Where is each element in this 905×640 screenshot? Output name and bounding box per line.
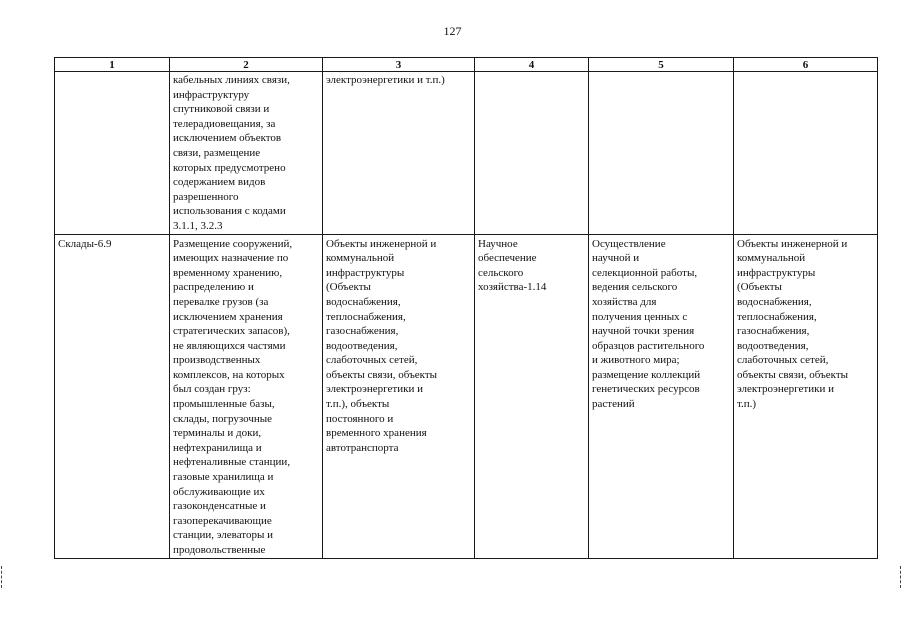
table-cell — [323, 234, 475, 558]
cell-text: Осуществление научной и селекционной работы, ведения сельского хозяйства для получения ценных с научной точки зрения образцов растительного и животного мира; размещение коллекций генетических ресурсов растений — [592, 237, 705, 411]
column-header-1: 1 — [55, 58, 170, 72]
cell-text: Объекты инженерной и коммунальной инфраструктуры (Объекты водоснабжения, теплоснабжения, газоснабжения, водоотведения, слаботочных сетей, объекты связи, объекты электроэнергетики и т.п.) — [737, 237, 849, 411]
column-header-5: 5 — [589, 58, 734, 72]
table-cell — [734, 234, 878, 558]
table-row — [55, 72, 878, 235]
table-row — [55, 234, 878, 558]
column-header-4: 4 — [475, 58, 589, 72]
table-cell — [323, 72, 475, 235]
cell-text: электроэнергетики и т.п.) — [326, 74, 445, 86]
column-header-3: 3 — [323, 58, 475, 72]
table-cell — [170, 72, 323, 235]
table-cell — [589, 72, 734, 235]
table-header-row — [55, 58, 878, 72]
table-cell — [589, 234, 734, 558]
table-cell — [475, 234, 589, 558]
land-use-table — [54, 57, 878, 559]
page-number: 127 — [443, 24, 462, 38]
cell-text: Склады-6.9 — [58, 237, 112, 250]
cell-text: кабельных линиях связи, инфраструктуру спутниковой связи и телерадиовещания, за исключением объектов связи, размещение которых предусмотрено содержанием видов разрешенного использования с кодами 3.1.1, 3.2.3 — [173, 74, 290, 232]
cell-text: Объекты инженерной и коммунальной инфраструктуры (Объекты водоснабжения, теплоснабжения, газоснабжения, водоотведения, слаботочных сетей, объекты связи, объекты электроэнергетики и т.п.), объекты постоянного и временного хранения автотранспорта — [326, 237, 438, 454]
table-cell — [55, 72, 170, 235]
right-scan-margin-mark — [900, 566, 903, 588]
table-cell — [734, 72, 878, 235]
left-scan-margin-mark — [1, 566, 4, 588]
table-cell — [475, 72, 589, 235]
table-cell — [55, 234, 170, 558]
column-header-6: 6 — [734, 58, 878, 72]
cell-text: Размещение сооружений, имеющих назначение по временному хранению, распределению и перевалке грузов (за исключением хранения стратегических запасов), не являющихся частями производственных комплексов, на которых был создан груз: промышленные базы, склады, погрузочные терминалы и доки, нефтехранилища и нефтеналивные станции, газовые хранилища и обслуживающие их газоконденсатные и газоперекачивающие станции, элеваторы и продовольственные — [173, 237, 293, 556]
cell-text: Научное обеспечение сельского хозяйства-1.14 — [478, 237, 547, 294]
table-cell — [170, 234, 323, 558]
column-header-2: 2 — [170, 58, 323, 72]
